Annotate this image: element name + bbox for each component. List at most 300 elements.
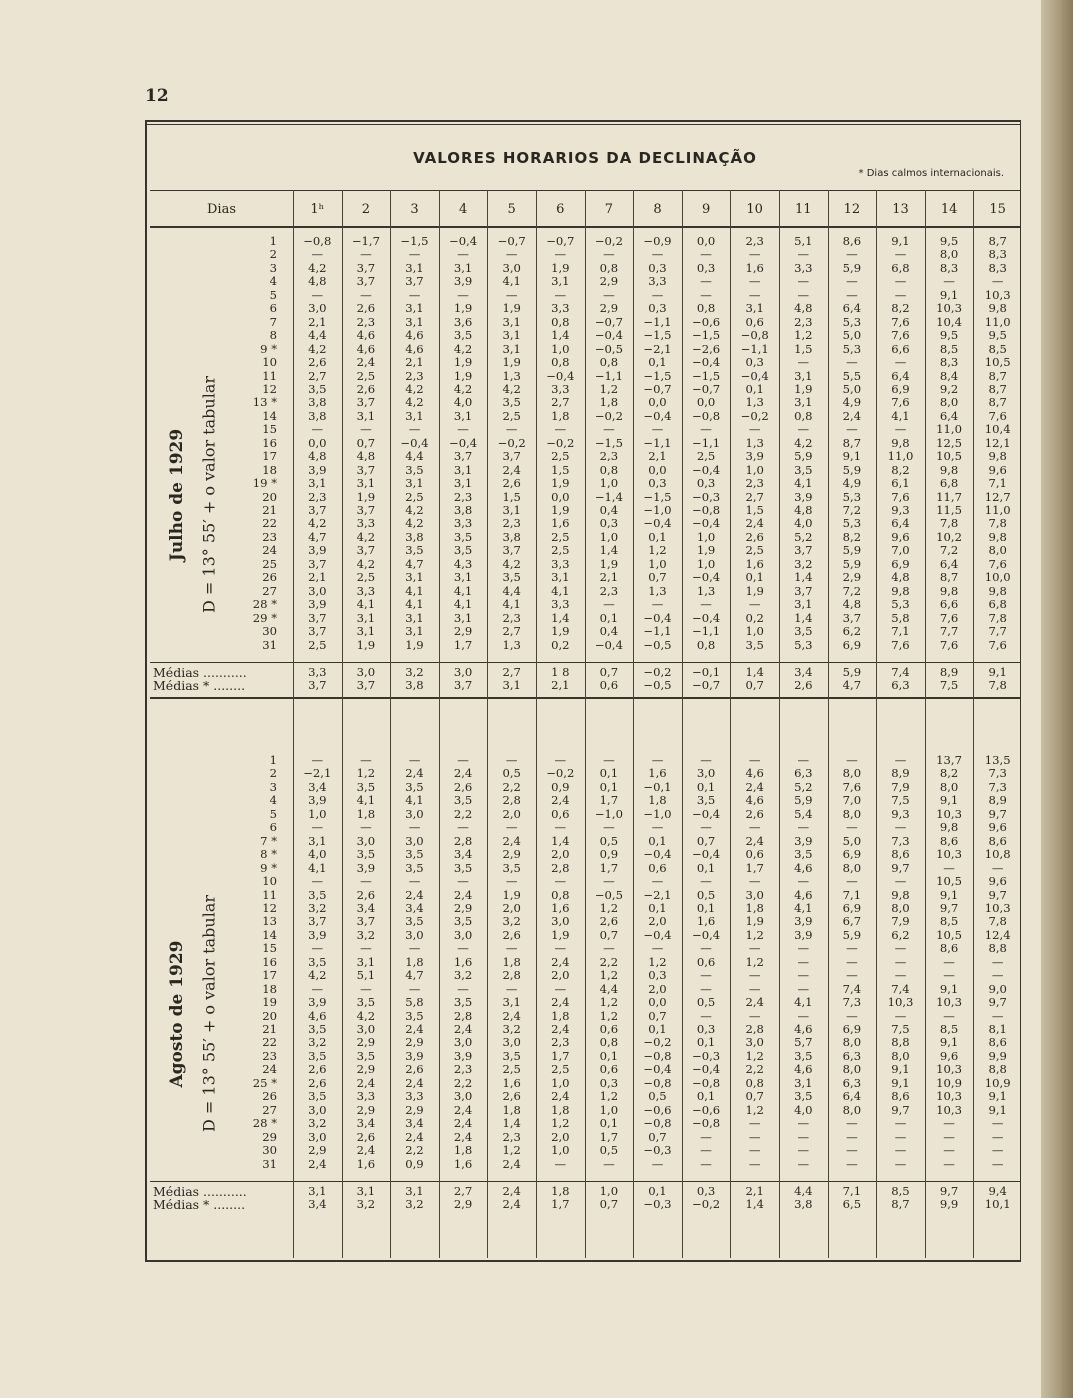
value-cell: 8,6 bbox=[842, 234, 862, 248]
value-cell: 6,9 bbox=[842, 900, 862, 915]
medias-value-cell: 10,1 bbox=[984, 1197, 1011, 1212]
value-cell: — bbox=[797, 1156, 810, 1171]
value-cell: — bbox=[797, 820, 810, 835]
value-cell: 3,9 bbox=[308, 462, 327, 477]
value-cell: 9,1 bbox=[891, 234, 910, 248]
value-cell: 10,3 bbox=[936, 1062, 962, 1077]
value-cell: 9,8 bbox=[891, 887, 910, 902]
value-cell: 9,1 bbox=[988, 1089, 1007, 1104]
value-cell: 3,0 bbox=[453, 927, 473, 942]
value-cell: 3,1 bbox=[453, 476, 473, 491]
value-cell: 4,6 bbox=[745, 793, 764, 808]
value-cell: 3,1 bbox=[405, 408, 424, 423]
value-cell: — bbox=[846, 1116, 858, 1131]
value-cell: 4,1 bbox=[405, 597, 424, 612]
value-cell: 3,5 bbox=[356, 779, 376, 794]
value-cell: −1,1 bbox=[692, 624, 721, 639]
value-cell: 3,3 bbox=[648, 274, 667, 289]
value-cell: −2,1 bbox=[303, 766, 332, 781]
value-cell: 11,0 bbox=[984, 503, 1011, 517]
value-cell: 7,6 bbox=[939, 637, 959, 652]
table-row bbox=[147, 1104, 1017, 1117]
value-cell: 4,0 bbox=[794, 1102, 813, 1117]
value-cell: 4,7 bbox=[405, 556, 424, 571]
value-cell: 2,4 bbox=[551, 954, 570, 969]
value-cell: 2,3 bbox=[308, 489, 327, 504]
value-cell: 3,5 bbox=[794, 462, 813, 477]
day-cell: 30 bbox=[262, 624, 277, 639]
value-cell: 8,8 bbox=[988, 941, 1007, 956]
value-cell: 0,1 bbox=[745, 570, 764, 585]
value-cell: −1,0 bbox=[643, 503, 672, 517]
value-cell: 2,1 bbox=[405, 355, 424, 370]
value-cell: 2,4 bbox=[453, 1022, 473, 1036]
value-cell: — bbox=[700, 981, 712, 996]
value-cell: 3,1 bbox=[405, 260, 424, 275]
value-cell: 9,2 bbox=[939, 381, 959, 396]
value-cell: — bbox=[700, 1129, 712, 1144]
day-cell: 22 bbox=[262, 516, 277, 531]
value-cell: — bbox=[846, 1008, 858, 1023]
medias-value-cell: 7,8 bbox=[988, 678, 1007, 693]
table-row bbox=[147, 781, 1017, 794]
value-cell: 3,1 bbox=[405, 570, 424, 585]
value-cell: 2,4 bbox=[453, 1116, 473, 1131]
value-cell: 6,4 bbox=[891, 516, 910, 531]
value-cell: 7,7 bbox=[939, 624, 959, 639]
value-cell: 0,1 bbox=[696, 779, 716, 794]
medias-value-cell: 3,3 bbox=[308, 664, 327, 679]
medias-value-cell: 4,7 bbox=[842, 678, 862, 693]
value-cell: 4,8 bbox=[891, 570, 910, 585]
medias-value-cell: 3,0 bbox=[453, 664, 473, 679]
value-cell: 8,2 bbox=[891, 462, 910, 477]
value-cell: 2,1 bbox=[308, 570, 327, 585]
value-cell: 1,8 bbox=[745, 900, 764, 915]
value-cell: −0,4 bbox=[449, 435, 478, 450]
value-cell: 3,5 bbox=[356, 995, 376, 1010]
value-cell: 4,9 bbox=[842, 476, 862, 491]
value-cell: — bbox=[846, 287, 858, 302]
value-cell: 1,9 bbox=[745, 583, 764, 598]
value-cell: 3,7 bbox=[308, 503, 327, 517]
value-cell: −0,5 bbox=[594, 341, 623, 356]
column-divider bbox=[487, 190, 488, 1258]
value-cell: — bbox=[700, 753, 712, 767]
value-cell: 3,5 bbox=[745, 637, 764, 652]
value-cell: 7,0 bbox=[842, 793, 862, 808]
value-cell: 1,9 bbox=[794, 381, 813, 396]
value-cell: 5,8 bbox=[405, 995, 424, 1010]
value-cell: 3,4 bbox=[453, 847, 473, 862]
value-cell: — bbox=[846, 1156, 858, 1171]
value-cell: −0,2 bbox=[497, 435, 526, 450]
day-cell: 13 * bbox=[252, 395, 277, 410]
column-divider bbox=[293, 190, 294, 1258]
medias-value-cell: 2,9 bbox=[453, 1197, 473, 1212]
value-cell: 10,0 bbox=[984, 570, 1011, 585]
value-cell: 4,1 bbox=[356, 793, 376, 808]
value-cell: −0,4 bbox=[643, 610, 672, 625]
value-cell: — bbox=[360, 820, 372, 835]
value-cell: — bbox=[700, 274, 712, 289]
value-cell: −2,1 bbox=[643, 887, 672, 902]
medias-value-cell: −0,7 bbox=[692, 678, 721, 693]
value-cell: — bbox=[700, 1008, 712, 1023]
value-cell: 1,4 bbox=[599, 543, 619, 558]
value-cell: 4,6 bbox=[405, 328, 424, 343]
value-cell: 1,3 bbox=[502, 637, 521, 652]
value-cell: −0,4 bbox=[449, 234, 478, 248]
value-cell: 4,8 bbox=[356, 449, 376, 464]
medias-value-cell: 5,9 bbox=[842, 664, 862, 679]
value-cell: 3,7 bbox=[794, 543, 813, 558]
value-cell: 5,9 bbox=[842, 543, 862, 558]
value-cell: 0,6 bbox=[696, 954, 716, 969]
value-cell: — bbox=[457, 422, 469, 437]
day-cell: 16 bbox=[262, 954, 277, 969]
day-cell: 8 * bbox=[260, 847, 277, 862]
medias-label: Médias ........... bbox=[153, 664, 247, 680]
value-cell: 3,7 bbox=[356, 260, 376, 275]
value-cell: 7,6 bbox=[891, 637, 910, 652]
day-cell: 24 bbox=[262, 1062, 277, 1077]
value-cell: 2,4 bbox=[502, 1156, 521, 1171]
value-cell: 1,8 bbox=[551, 1008, 570, 1023]
value-cell: 4,1 bbox=[405, 583, 424, 598]
value-cell: 10,3 bbox=[887, 995, 914, 1010]
value-cell: — bbox=[943, 968, 955, 983]
value-cell: — bbox=[797, 274, 810, 289]
value-cell: 2,0 bbox=[648, 914, 667, 929]
day-cell: 3 bbox=[269, 260, 277, 275]
column-divider bbox=[390, 190, 391, 1258]
value-cell: 7,4 bbox=[842, 981, 862, 996]
value-cell: −0,4 bbox=[692, 927, 721, 942]
value-cell: 1,0 bbox=[551, 341, 570, 356]
value-cell: — bbox=[748, 941, 761, 956]
value-cell: 1,4 bbox=[551, 833, 570, 848]
value-cell: −0,4 bbox=[643, 516, 672, 531]
value-cell: — bbox=[360, 422, 372, 437]
value-cell: 3,1 bbox=[502, 503, 521, 517]
value-cell: 2,6 bbox=[356, 1129, 376, 1144]
value-cell: 3,1 bbox=[551, 274, 570, 289]
value-cell: — bbox=[554, 287, 567, 302]
day-cell: 19 bbox=[262, 995, 277, 1010]
value-cell: 2,4 bbox=[551, 1089, 570, 1104]
value-cell: — bbox=[797, 954, 810, 969]
medias-value-cell: 3,1 bbox=[308, 1183, 327, 1198]
value-cell: 0,3 bbox=[599, 1075, 619, 1090]
value-cell: 8,6 bbox=[988, 833, 1007, 848]
value-cell: 2,2 bbox=[405, 1143, 424, 1158]
value-cell: 0,1 bbox=[599, 1116, 619, 1131]
value-cell: 2,9 bbox=[405, 1035, 424, 1050]
day-cell: 23 bbox=[262, 1048, 277, 1063]
day-cell: 11 bbox=[262, 368, 277, 383]
table-row bbox=[147, 1063, 1017, 1076]
value-cell: 0,7 bbox=[356, 435, 376, 450]
value-cell: −1,5 bbox=[692, 368, 721, 383]
value-cell: 9,8 bbox=[891, 583, 910, 598]
value-cell: — bbox=[505, 247, 518, 262]
value-cell: −1,0 bbox=[594, 806, 623, 821]
value-cell: 8,0 bbox=[939, 395, 959, 410]
value-cell: 10,3 bbox=[936, 847, 962, 862]
value-cell: 2,5 bbox=[502, 1062, 521, 1077]
value-cell: 3,5 bbox=[794, 847, 813, 862]
value-cell: 1,8 bbox=[405, 954, 424, 969]
value-cell: 3,2 bbox=[502, 914, 521, 929]
value-cell: 1,2 bbox=[794, 328, 813, 343]
value-cell: 10,4 bbox=[984, 422, 1011, 437]
medias-value-cell: 3,8 bbox=[405, 678, 424, 693]
value-cell: 0,3 bbox=[745, 355, 764, 370]
value-cell: 3,9 bbox=[794, 914, 813, 929]
value-cell: −1,7 bbox=[351, 234, 380, 248]
value-cell: 10,5 bbox=[936, 874, 962, 889]
value-cell: 2,0 bbox=[648, 981, 667, 996]
value-cell: 0,1 bbox=[599, 779, 619, 794]
value-cell: 1,3 bbox=[696, 583, 716, 598]
value-cell: — bbox=[894, 954, 907, 969]
value-cell: 8,0 bbox=[891, 900, 910, 915]
value-cell: 3,7 bbox=[502, 543, 521, 558]
value-cell: 6,9 bbox=[891, 381, 910, 396]
day-cell: 25 bbox=[262, 556, 277, 571]
value-cell: 2,2 bbox=[502, 779, 521, 794]
value-cell: 3,1 bbox=[356, 476, 376, 491]
value-cell: — bbox=[360, 941, 372, 956]
value-cell: 4,6 bbox=[794, 1062, 813, 1077]
table-row bbox=[147, 862, 1017, 875]
value-cell: — bbox=[894, 247, 907, 262]
value-cell: 3,5 bbox=[453, 529, 473, 544]
value-cell: 2,7 bbox=[745, 489, 764, 504]
value-cell: −0,4 bbox=[692, 610, 721, 625]
header-hour-10: 10 bbox=[746, 201, 763, 217]
value-cell: 2,9 bbox=[502, 847, 521, 862]
medias-value-cell: 3,2 bbox=[405, 1197, 424, 1212]
day-cell: 14 bbox=[262, 927, 277, 942]
value-cell: 1,4 bbox=[551, 328, 570, 343]
value-cell: 13,7 bbox=[936, 753, 962, 767]
column-divider bbox=[876, 190, 877, 1258]
medias-value-cell: 0,7 bbox=[599, 1197, 619, 1212]
value-cell: 5,3 bbox=[794, 637, 813, 652]
value-cell: 7,9 bbox=[891, 779, 910, 794]
value-cell: −1,5 bbox=[643, 368, 672, 383]
day-cell: 28 * bbox=[252, 597, 277, 612]
value-cell: — bbox=[457, 287, 469, 302]
value-cell: — bbox=[505, 287, 518, 302]
value-cell: — bbox=[797, 981, 810, 996]
value-cell: — bbox=[700, 820, 712, 835]
value-cell: 7,7 bbox=[988, 624, 1007, 639]
value-cell: 0,3 bbox=[696, 260, 716, 275]
value-cell: 3,9 bbox=[405, 1048, 424, 1063]
table-row bbox=[147, 767, 1017, 780]
table-row bbox=[147, 477, 1017, 490]
value-cell: 3,2 bbox=[453, 968, 473, 983]
day-cell: 30 bbox=[262, 1143, 277, 1158]
value-cell: 4,2 bbox=[308, 260, 327, 275]
value-cell: 5,9 bbox=[842, 927, 862, 942]
value-cell: 1,6 bbox=[745, 260, 764, 275]
value-cell: 8,6 bbox=[891, 1089, 910, 1104]
value-cell: 0,9 bbox=[551, 779, 570, 794]
value-cell: — bbox=[700, 422, 712, 437]
value-cell: 3,2 bbox=[308, 1035, 327, 1050]
day-cell: 26 bbox=[262, 570, 277, 585]
value-cell: 8,8 bbox=[891, 1035, 910, 1050]
value-cell: −0,7 bbox=[643, 381, 672, 396]
value-cell: 9,5 bbox=[988, 328, 1007, 343]
value-cell: 8,6 bbox=[891, 847, 910, 862]
value-cell: 0,6 bbox=[745, 314, 764, 329]
value-cell: −0,4 bbox=[643, 408, 672, 423]
column-divider bbox=[585, 190, 586, 1258]
value-cell: 3,3 bbox=[356, 1089, 376, 1104]
value-cell: −1,5 bbox=[594, 435, 623, 450]
medias-value-cell: 7,1 bbox=[842, 1183, 862, 1198]
value-cell: 4,2 bbox=[453, 341, 473, 356]
value-cell: 1,0 bbox=[648, 556, 667, 571]
value-cell: 6,6 bbox=[939, 597, 959, 612]
value-cell: 1,9 bbox=[551, 503, 570, 517]
value-cell: 1,6 bbox=[453, 954, 473, 969]
value-cell: — bbox=[554, 820, 567, 835]
value-cell: — bbox=[748, 247, 761, 262]
value-cell: 2,4 bbox=[551, 793, 570, 808]
header-dias: Dias bbox=[206, 201, 236, 217]
value-cell: −0,4 bbox=[643, 847, 672, 862]
value-cell: 0,3 bbox=[648, 476, 667, 491]
value-cell: 3,5 bbox=[308, 1022, 327, 1036]
value-cell: 9,8 bbox=[891, 435, 910, 450]
value-cell: 3,1 bbox=[356, 954, 376, 969]
value-cell: 3,0 bbox=[745, 1035, 764, 1050]
value-cell: 10,2 bbox=[936, 529, 962, 544]
table-row bbox=[147, 302, 1017, 315]
value-cell: 5,9 bbox=[842, 462, 862, 477]
table-row bbox=[147, 902, 1017, 915]
value-cell: 5,5 bbox=[842, 368, 862, 383]
value-cell: −1,5 bbox=[643, 489, 672, 504]
value-cell: 0,2 bbox=[551, 637, 570, 652]
value-cell: 1,8 bbox=[502, 954, 521, 969]
value-cell: 4,8 bbox=[308, 274, 327, 289]
value-cell: 6,4 bbox=[842, 301, 862, 316]
value-cell: — bbox=[894, 1008, 907, 1023]
value-cell: 2,6 bbox=[745, 806, 764, 821]
day-cell: 11 bbox=[262, 887, 277, 902]
value-cell: 4,6 bbox=[794, 887, 813, 902]
medias-label: Médias * ........ bbox=[153, 678, 246, 694]
value-cell: — bbox=[505, 422, 518, 437]
value-cell: 2,8 bbox=[502, 793, 521, 808]
value-cell: — bbox=[651, 1156, 664, 1171]
value-cell: 1,2 bbox=[599, 968, 619, 983]
value-cell: 6,4 bbox=[842, 1089, 862, 1104]
value-cell: −1,5 bbox=[692, 328, 721, 343]
medias-value-cell: 9,1 bbox=[988, 664, 1007, 679]
book-spine bbox=[1041, 0, 1073, 1398]
value-cell: 3,1 bbox=[745, 301, 764, 316]
table-row bbox=[147, 235, 1017, 248]
column-divider bbox=[536, 190, 537, 1258]
value-cell: 8,1 bbox=[988, 1022, 1007, 1036]
value-cell: 6,9 bbox=[842, 637, 862, 652]
table-row bbox=[147, 794, 1017, 807]
value-cell: 1,4 bbox=[551, 610, 570, 625]
value-cell: — bbox=[457, 247, 469, 262]
value-cell: 4,6 bbox=[405, 341, 424, 356]
value-cell: 4,1 bbox=[502, 597, 521, 612]
medias-value-cell: 1,8 bbox=[551, 1183, 570, 1198]
value-cell: 0,1 bbox=[648, 355, 667, 370]
value-cell: 0,9 bbox=[599, 847, 619, 862]
value-cell: 2,4 bbox=[405, 887, 424, 902]
value-cell: — bbox=[554, 753, 567, 767]
value-cell: — bbox=[748, 874, 761, 889]
value-cell: 3,5 bbox=[453, 328, 473, 343]
value-cell: — bbox=[311, 820, 324, 835]
header-hour-2: 2 bbox=[361, 201, 371, 217]
value-cell: 3,9 bbox=[308, 927, 327, 942]
value-cell: 4,1 bbox=[453, 597, 473, 612]
value-cell: — bbox=[700, 287, 712, 302]
value-cell: 3,7 bbox=[308, 610, 327, 625]
value-cell: −0,4 bbox=[643, 1062, 672, 1077]
table-row bbox=[147, 639, 1017, 652]
value-cell: 3,5 bbox=[453, 543, 473, 558]
day-cell: 29 * bbox=[252, 610, 277, 625]
value-cell: 3,7 bbox=[356, 503, 376, 517]
medias-value-cell: 0,6 bbox=[599, 678, 619, 693]
value-cell: 1,6 bbox=[453, 1156, 473, 1171]
value-cell: 1,4 bbox=[794, 610, 813, 625]
value-cell: 6,1 bbox=[891, 476, 910, 491]
medias-value-cell: −0,1 bbox=[692, 664, 721, 679]
value-cell: — bbox=[603, 247, 615, 262]
value-cell: — bbox=[603, 422, 615, 437]
day-cell: 20 bbox=[262, 1008, 277, 1023]
day-cell: 18 bbox=[262, 981, 277, 996]
value-cell: 4,4 bbox=[502, 583, 521, 598]
value-cell: 1,8 bbox=[502, 1102, 521, 1117]
value-cell: 2,7 bbox=[308, 368, 327, 383]
value-cell: 3,5 bbox=[502, 860, 521, 875]
value-cell: 2,5 bbox=[551, 449, 570, 464]
value-cell: 3,1 bbox=[502, 995, 521, 1010]
value-cell: — bbox=[894, 1156, 907, 1171]
value-cell: 3,3 bbox=[405, 1089, 424, 1104]
value-cell: — bbox=[894, 941, 907, 956]
value-cell: 1,2 bbox=[648, 543, 667, 558]
value-cell: 3,4 bbox=[405, 1116, 424, 1131]
value-cell: 4,2 bbox=[308, 516, 327, 531]
value-cell: 8,0 bbox=[842, 766, 862, 781]
value-cell: 2,2 bbox=[453, 1075, 473, 1090]
value-cell: −1,5 bbox=[643, 328, 672, 343]
value-cell: 2,8 bbox=[502, 968, 521, 983]
value-cell: 2,6 bbox=[502, 927, 521, 942]
value-cell: 7,6 bbox=[891, 314, 910, 329]
value-cell: 7,5 bbox=[891, 1022, 910, 1036]
value-cell: 6,2 bbox=[842, 624, 862, 639]
